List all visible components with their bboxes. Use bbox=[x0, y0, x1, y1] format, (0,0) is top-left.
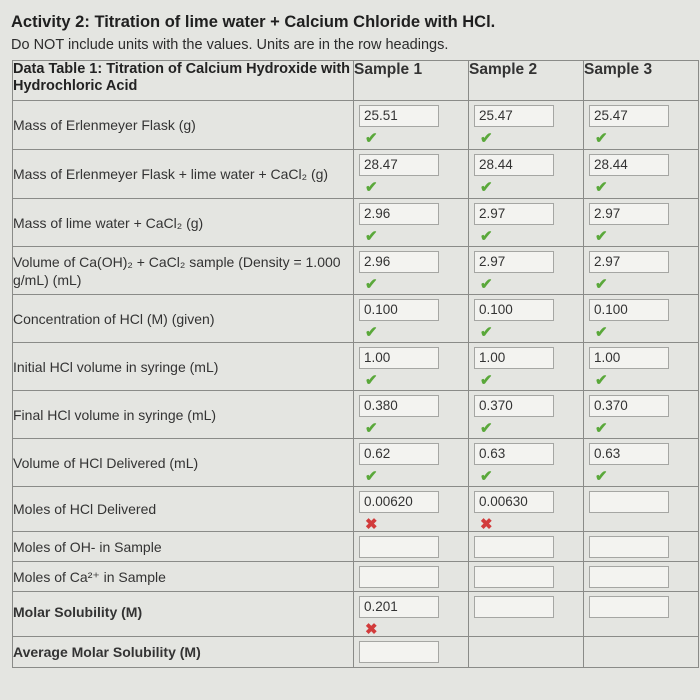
sample-1-value-input[interactable]: 28.47 bbox=[359, 154, 439, 176]
check-icon: ✔ bbox=[480, 324, 493, 341]
row-label bbox=[13, 295, 354, 343]
sample-3-cell bbox=[584, 247, 699, 295]
sample-1-cell bbox=[354, 150, 469, 199]
table-row bbox=[13, 101, 699, 150]
sample-2-header: Sample 2 bbox=[469, 61, 584, 101]
check-icon: ✔ bbox=[365, 372, 378, 389]
sample-1-value-input[interactable]: 25.51 bbox=[359, 105, 439, 127]
sample-2-cell bbox=[469, 532, 584, 562]
row-label bbox=[13, 439, 354, 487]
sample-2-cell bbox=[469, 439, 584, 487]
sample-3-value-input[interactable]: 1.00 bbox=[589, 347, 669, 369]
sample-2-cell bbox=[469, 101, 584, 150]
row-label-text: Initial HCl volume in syringe (mL) bbox=[13, 358, 219, 375]
sample-1-cell bbox=[354, 532, 469, 562]
sample-2-value-input[interactable] bbox=[474, 596, 554, 618]
activity-title: Activity 2: Titration of lime water + Calcium Chloride with HCl. bbox=[11, 13, 496, 31]
check-icon: ✔ bbox=[365, 420, 378, 437]
table-row bbox=[13, 150, 699, 199]
check-icon: ✔ bbox=[365, 468, 378, 485]
sample-2-value-input[interactable]: 25.47 bbox=[474, 105, 554, 127]
row-label bbox=[13, 391, 354, 439]
row-label-text: Average Molar Solubility (M) bbox=[13, 644, 201, 660]
sample-1-value-input[interactable]: 1.00 bbox=[359, 347, 439, 369]
sample-2-cell bbox=[469, 487, 584, 532]
sample-3-cell bbox=[584, 343, 699, 391]
sample-2-value-input[interactable]: 1.00 bbox=[474, 347, 554, 369]
table-header-row bbox=[13, 61, 699, 101]
sample-2-value-input[interactable]: 0.370 bbox=[474, 395, 554, 417]
sample-3-cell bbox=[584, 101, 699, 150]
sample-3-cell bbox=[584, 487, 699, 532]
table-row bbox=[13, 562, 699, 592]
table-row bbox=[13, 343, 699, 391]
table-row bbox=[13, 637, 699, 668]
sample-1-cell bbox=[354, 592, 469, 637]
sample-2-value-input[interactable] bbox=[474, 536, 554, 558]
sample-1-value-input[interactable]: 0.62 bbox=[359, 443, 439, 465]
sample-2-value-input[interactable]: 2.97 bbox=[474, 203, 554, 225]
sample-1-value-input[interactable]: 2.96 bbox=[359, 203, 439, 225]
row-label-text: Final HCl volume in syringe (mL) bbox=[13, 406, 217, 423]
sample-2-value-input[interactable]: 0.100 bbox=[474, 299, 554, 321]
sample-3-cell bbox=[584, 532, 699, 562]
row-label-text: Mass of Erlenmeyer Flask + lime water + CaCl₂ (g) bbox=[13, 166, 329, 182]
row-label-text: Moles of OH- in Sample bbox=[13, 538, 162, 555]
row-label-text: Volume of HCl Delivered (mL) bbox=[13, 454, 199, 471]
sample-2-cell bbox=[469, 199, 584, 247]
check-icon: ✔ bbox=[365, 324, 378, 341]
sample-2-cell bbox=[469, 150, 584, 199]
row-label bbox=[13, 199, 354, 247]
sample-1-cell bbox=[354, 439, 469, 487]
row-label bbox=[13, 101, 354, 150]
sample-1-value-input[interactable]: 0.201 bbox=[359, 596, 439, 618]
row-label-text: Mass of Erlenmeyer Flask (g) bbox=[13, 117, 196, 133]
check-icon: ✔ bbox=[595, 179, 608, 196]
sample-3-cell bbox=[584, 199, 699, 247]
check-icon: ✔ bbox=[595, 372, 608, 389]
cross-icon: ✖ bbox=[365, 516, 378, 533]
sample-2-cell bbox=[469, 562, 584, 592]
row-label bbox=[13, 247, 354, 295]
sample-3-value-input[interactable] bbox=[589, 596, 669, 618]
row-label bbox=[13, 637, 354, 668]
check-icon: ✔ bbox=[480, 420, 493, 437]
row-label-text: Molar Solubility (M) bbox=[13, 604, 143, 620]
sample-3-value-input[interactable]: 0.100 bbox=[589, 299, 669, 321]
check-icon: ✔ bbox=[595, 130, 608, 147]
row-label-text: Volume of Ca(OH)₂ + CaCl₂ sample (Density = 1.000 g/mL) (mL) bbox=[13, 253, 341, 288]
cross-icon: ✖ bbox=[365, 621, 378, 638]
check-icon: ✔ bbox=[595, 324, 608, 341]
check-icon: ✔ bbox=[365, 179, 378, 196]
sample-2-cell bbox=[469, 391, 584, 439]
check-icon: ✔ bbox=[480, 372, 493, 389]
sample-3-cell bbox=[584, 150, 699, 199]
check-icon: ✔ bbox=[595, 420, 608, 437]
sample-1-cell bbox=[354, 199, 469, 247]
table-row bbox=[13, 391, 699, 439]
sample-3-header: Sample 3 bbox=[584, 61, 699, 101]
row-label bbox=[13, 562, 354, 592]
sample-2-cell bbox=[469, 637, 584, 668]
sample-3-cell bbox=[584, 295, 699, 343]
sample-2-cell bbox=[469, 343, 584, 391]
table-row bbox=[13, 439, 699, 487]
sample-3-value-input[interactable]: 25.47 bbox=[589, 105, 669, 127]
sample-3-value-input[interactable]: 0.370 bbox=[589, 395, 669, 417]
sample-2-value-input[interactable] bbox=[474, 566, 554, 588]
sample-3-cell bbox=[584, 637, 699, 668]
sample-1-cell bbox=[354, 101, 469, 150]
sample-3-value-input[interactable]: 2.97 bbox=[589, 251, 669, 273]
table-title: Data Table 1: Titration of Calcium Hydroxide with Hydrochloric Acid bbox=[13, 61, 354, 101]
row-label-text: Moles of Ca²⁺ in Sample bbox=[13, 568, 166, 585]
check-icon: ✔ bbox=[595, 228, 608, 245]
sample-1-value-input[interactable]: 0.380 bbox=[359, 395, 439, 417]
table-row bbox=[13, 247, 699, 295]
sample-3-value-input[interactable]: 28.44 bbox=[589, 154, 669, 176]
sample-2-value-input[interactable]: 28.44 bbox=[474, 154, 554, 176]
sample-1-value-input[interactable] bbox=[359, 566, 439, 588]
sample-2-cell bbox=[469, 247, 584, 295]
sample-3-value-input[interactable] bbox=[589, 566, 669, 588]
sample-2-cell bbox=[469, 592, 584, 637]
row-label-text: Concentration of HCl (M) (given) bbox=[13, 310, 215, 327]
sample-1-cell bbox=[354, 295, 469, 343]
cross-icon: ✖ bbox=[480, 516, 493, 533]
row-label bbox=[13, 532, 354, 562]
check-icon: ✔ bbox=[595, 276, 608, 293]
sample-1-cell bbox=[354, 562, 469, 592]
sample-3-cell bbox=[584, 439, 699, 487]
sample-2-cell bbox=[469, 295, 584, 343]
sample-1-value-input[interactable]: 0.00620 bbox=[359, 491, 439, 513]
row-label bbox=[13, 150, 354, 199]
sample-1-value-input[interactable]: 0.100 bbox=[359, 299, 439, 321]
sample-3-cell bbox=[584, 562, 699, 592]
data-table-1 bbox=[12, 60, 699, 668]
sample-1-cell bbox=[354, 247, 469, 295]
sample-1-value-input[interactable] bbox=[359, 641, 439, 663]
check-icon: ✔ bbox=[365, 228, 378, 245]
sample-3-value-input[interactable] bbox=[589, 491, 669, 513]
sample-2-value-input[interactable]: 0.63 bbox=[474, 443, 554, 465]
check-icon: ✔ bbox=[480, 228, 493, 245]
check-icon: ✔ bbox=[480, 130, 493, 147]
check-icon: ✔ bbox=[595, 468, 608, 485]
row-label-text: Mass of lime water + CaCl₂ (g) bbox=[13, 214, 204, 231]
sample-1-cell bbox=[354, 637, 469, 668]
check-icon: ✔ bbox=[480, 276, 493, 293]
row-label bbox=[13, 487, 354, 532]
table-row bbox=[13, 199, 699, 247]
table-row bbox=[13, 487, 699, 532]
sample-1-cell bbox=[354, 343, 469, 391]
sample-1-header: Sample 1 bbox=[354, 61, 469, 101]
sample-3-cell bbox=[584, 391, 699, 439]
sample-3-value-input[interactable]: 0.63 bbox=[589, 443, 669, 465]
sample-2-value-input[interactable]: 0.00630 bbox=[474, 491, 554, 513]
instruction-note: Do NOT include units with the values. Units are in the row headings. bbox=[11, 37, 449, 53]
check-icon: ✔ bbox=[480, 179, 493, 196]
table-row bbox=[13, 592, 699, 637]
sample-1-value-input[interactable] bbox=[359, 536, 439, 558]
sample-3-value-input[interactable] bbox=[589, 536, 669, 558]
sample-1-cell bbox=[354, 391, 469, 439]
row-label bbox=[13, 592, 354, 637]
row-label-text: Moles of HCl Delivered bbox=[13, 501, 157, 517]
sample-3-cell bbox=[584, 592, 699, 637]
check-icon: ✔ bbox=[365, 130, 378, 147]
sample-1-value-input[interactable]: 2.96 bbox=[359, 251, 439, 273]
sample-2-value-input[interactable]: 2.97 bbox=[474, 251, 554, 273]
table-row bbox=[13, 532, 699, 562]
check-icon: ✔ bbox=[365, 276, 378, 293]
table-row bbox=[13, 295, 699, 343]
sample-3-value-input[interactable]: 2.97 bbox=[589, 203, 669, 225]
row-label bbox=[13, 343, 354, 391]
check-icon: ✔ bbox=[480, 468, 493, 485]
sample-1-cell bbox=[354, 487, 469, 532]
